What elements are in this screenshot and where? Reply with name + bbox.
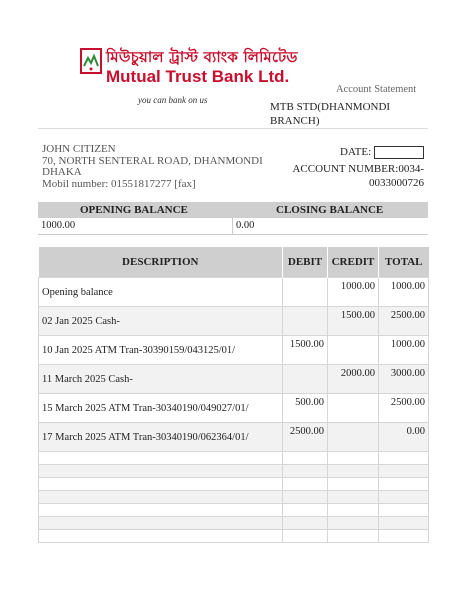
row-description: Opening balance	[39, 278, 283, 307]
row-debit	[283, 307, 328, 336]
row-debit: 2500.00	[283, 423, 328, 452]
empty-cell	[39, 504, 283, 517]
empty-row	[39, 478, 429, 491]
row-credit	[328, 336, 379, 365]
row-debit: 500.00	[283, 394, 328, 423]
empty-cell	[328, 504, 379, 517]
empty-row	[39, 452, 429, 465]
description-header: DESCRIPTION	[39, 247, 283, 278]
empty-row	[39, 465, 429, 478]
empty-row	[39, 504, 429, 517]
empty-row	[39, 517, 429, 530]
empty-cell	[379, 478, 429, 491]
date-field[interactable]	[374, 146, 424, 159]
row-total: 3000.00	[379, 365, 429, 394]
table-row	[39, 336, 429, 365]
empty-cell	[283, 504, 328, 517]
empty-cell	[283, 478, 328, 491]
row-credit	[328, 423, 379, 452]
table-row	[39, 423, 429, 452]
empty-cell	[328, 452, 379, 465]
empty-cell	[39, 465, 283, 478]
empty-cell	[379, 530, 429, 543]
row-description: 11 March 2025 Cash-	[39, 365, 283, 394]
balance-header	[38, 202, 428, 218]
total-header: TOTAL	[379, 247, 429, 278]
customer-block	[42, 144, 272, 190]
empty-cell	[328, 491, 379, 504]
branch-name: MTB STD(DHANMONDI BRANCH)	[270, 101, 391, 127]
empty-cell	[39, 517, 283, 530]
empty-cell	[39, 478, 283, 491]
bank-name-bengali: মিউচুয়াল ট্রাস্ট ব্যাংক লিমিটেড	[106, 48, 298, 66]
bank-name: Mutual Trust Bank Ltd.	[106, 67, 290, 86]
row-description: 15 March 2025 ATM Tran-30340190/049027/01/	[39, 394, 283, 423]
empty-cell	[379, 452, 429, 465]
statement-title: Account Statement	[336, 84, 417, 95]
empty-cell	[328, 530, 379, 543]
row-total: 1000.00	[379, 336, 429, 365]
opening-balance-label: OPENING BALANCE	[80, 204, 188, 216]
date-label: DATE:	[340, 146, 372, 159]
row-debit: 1500.00	[283, 336, 328, 365]
empty-cell	[379, 491, 429, 504]
empty-cell	[379, 504, 429, 517]
empty-cell	[379, 517, 429, 530]
table-row	[39, 278, 429, 307]
table-row	[39, 365, 429, 394]
empty-cell	[283, 465, 328, 478]
empty-cell	[283, 491, 328, 504]
balance-values	[38, 218, 428, 235]
empty-row	[39, 491, 429, 504]
transactions-table	[38, 247, 429, 543]
empty-row	[39, 530, 429, 543]
account-number: ACCOUNT NUMBER:0034-0033000726	[292, 163, 424, 189]
customer-name: JOHN CITIZEN	[42, 143, 116, 155]
row-credit	[328, 394, 379, 423]
empty-cell	[283, 517, 328, 530]
row-debit	[283, 278, 328, 307]
balance-divider	[232, 218, 233, 234]
empty-cell	[39, 491, 283, 504]
table-header-row	[39, 247, 429, 278]
customer-address: 70, NORTH SENTERAL ROAD, DHANMONDI DHAKA	[42, 154, 263, 178]
row-credit: 1000.00	[328, 278, 379, 307]
row-total: 1000.00	[379, 278, 429, 307]
empty-cell	[328, 478, 379, 491]
row-description: 17 March 2025 ATM Tran-30340190/062364/01/	[39, 423, 283, 452]
empty-cell	[283, 530, 328, 543]
empty-cell	[328, 517, 379, 530]
bank-logo-icon	[80, 48, 102, 74]
empty-cell	[379, 465, 429, 478]
bank-tagline: you can bank on us	[138, 95, 208, 105]
empty-cell	[39, 452, 283, 465]
empty-cell	[39, 530, 283, 543]
row-debit	[283, 365, 328, 394]
debit-header: DEBIT	[283, 247, 328, 278]
row-total: 2500.00	[379, 307, 429, 336]
empty-cell	[283, 452, 328, 465]
row-credit: 1500.00	[328, 307, 379, 336]
row-description: 02 Jan 2025 Cash-	[39, 307, 283, 336]
row-total: 2500.00	[379, 394, 429, 423]
row-credit: 2000.00	[328, 365, 379, 394]
customer-mobile: Mobil number: 01551817277 [fax]	[42, 177, 196, 190]
closing-balance-label: CLOSING BALANCE	[276, 204, 384, 216]
row-total: 0.00	[379, 423, 429, 452]
opening-balance-value: 1000.00	[41, 220, 76, 231]
date-row	[340, 146, 424, 159]
table-row	[39, 394, 429, 423]
row-description: 10 Jan 2025 ATM Tran-30390159/043125/01/	[39, 336, 283, 365]
table-row	[39, 307, 429, 336]
closing-balance-value: 0.00	[236, 220, 255, 231]
credit-header: CREDIT	[328, 247, 379, 278]
header-divider	[38, 128, 428, 129]
empty-cell	[328, 465, 379, 478]
